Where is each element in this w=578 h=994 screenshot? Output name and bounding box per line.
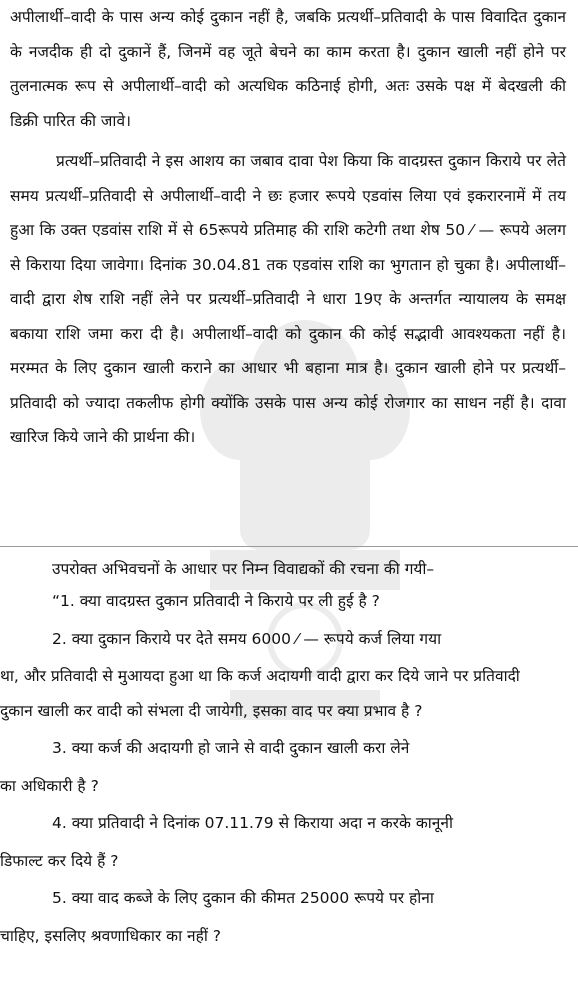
issue-2: 2. क्या दुकान किराये पर देते समय 6000 ⁄ — रूपये कर्ज लिया गया xyxy=(52,629,442,648)
issue-4: 4. क्या प्रतिवादी ने दिनांक 07.11.79 से किराया अदा न करके कानूनी xyxy=(52,814,453,832)
issue-4-continued: डिफाल्ट कर दिये हैं ? xyxy=(0,851,119,870)
paragraph-2-text: प्रत्यर्थी–प्रतिवादी ने इस आशय का जबाव दावा पेश किया कि वादग्रस्त दुकान किराये पर लेते समय प्रत्यर्थी–प्रतिवादी से अपीलार्थी–वादी ने छः हजार रूपये एडवांस लिया एवं इकरारनामें में तय हुआ कि उक्त एडवांस राशि में से 65रूपये प्रतिमाह की राशि कटेगी तथा शेष 50 ⁄ — रूपये अलग से किराया दिया जावेगा। दिनांक 30.04.81 तक एडवांस राशि का भुगतान हो चुका है। अपीलार्थी–वादी द्वारा शेष राशि नहीं लेने पर प्रत्यर्थी–प्रतिवादी ने धारा 19ए के अन्तर्गत न्यायालय के समक्ष बकाया राशि जमा करा दी है। अपीलार्थी–वादी को दुकान की कोई सद्भावी आवश्यकता नहीं है। मरम्मत के लिए दुकान खाली कराने का आधार भी बहाना मात्र है। दुकान खाली होने पर प्रत्यर्थी–प्रतिवादी को ज्यादा तकलीफ होगी क्योंकि उसके पास अन्य कोई रोजगार का साधन नहीं है। दावा खारिज किये जाने की प्रार्थना की। xyxy=(10,152,566,446)
issues-list xyxy=(0,584,520,956)
issue-2-continued: था, और प्रतिवादी से मुआयदा हुआ था कि कर्ज अदायगी वादी द्वारा कर दिये जाने पर प्रतिवादी दुकान खाली कर वादी को संभला दी जायेगी, इसका वाद पर क्या प्रभाव है ? xyxy=(0,667,520,720)
paragraph-1: अपीलार्थी–वादी के पास अन्य कोई दुकान नहीं है, जबकि प्रत्यर्थी–प्रतिवादी के पास विवादित दुकान के नजदीक ही दो दुकानें हैं, जिनमें वह जूते बेचने का काम करता है। दुकान खाली नहीं होने पर तुलनात्मक रूप से अपीलार्थी–वादी को अत्यधिक कठिनाई होगी, अतः उसके पक्ष में बेदखली की डिक्री पारित की जावे। xyxy=(10,8,566,130)
issues-intro: उपरोक्त अभिवचनों के आधार पर निम्न विवाद्यकों की रचना की गयी– xyxy=(52,560,435,578)
issue-3: 3. क्या कर्ज की अदायगी हो जाने से वादी दुकान खाली करा लेने xyxy=(52,739,410,757)
issue-1: “1. क्या वादग्रस्त दुकान प्रतिवादी ने किराये पर ली हुई है ? xyxy=(52,592,380,610)
issue-5-continued: चाहिए, इसलिए श्रवणाधिकार का नहीं ? xyxy=(0,926,222,945)
page-divider xyxy=(0,546,578,547)
issue-3-continued: का अधिकारी है ? xyxy=(0,776,99,795)
issue-5: 5. क्या वाद कब्जे के लिए दुकान की कीमत 25000 रूपये पर होना xyxy=(52,889,434,907)
paragraph-2 xyxy=(10,144,566,455)
